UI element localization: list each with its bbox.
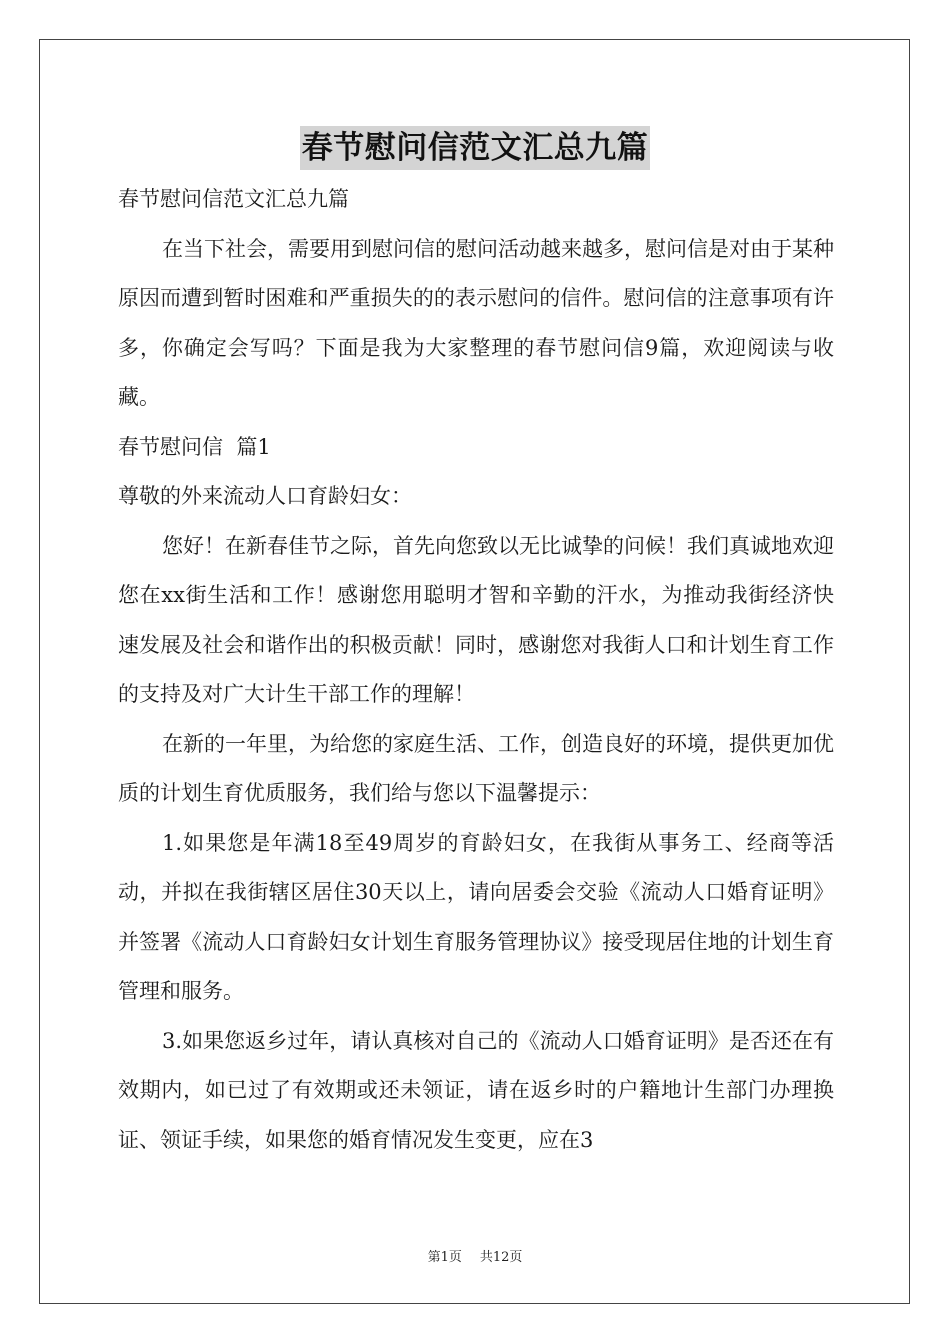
page-number: 第1页 bbox=[427, 1250, 462, 1265]
intro-paragraph: 在当下社会，需要用到慰问信的慰问活动越来越多，慰问信是对由于某种原因而遭到暂时困难和严重损失的的表示慰问的信件。慰问信的注意事项有许多，你确定会写吗？下面是我为大家整理的春节慰问信9篇，欢迎阅读与收藏。 bbox=[118, 236, 834, 409]
section-heading: 春节慰问信 篇1 bbox=[118, 434, 271, 459]
body-paragraph-3: 1.如果您是年满18至49周岁的育龄妇女，在我街从事务工、经商等活动，并拟在我街辖区居住30天以上，请向居委会交验《流动人口婚育证明》并签署《流动人口育龄妇女计划生育服务管理协议》接受现居住地的计划生育管理和服务。 bbox=[118, 830, 834, 1003]
page-footer bbox=[0, 1246, 950, 1265]
body-paragraph-4: 3.如果您返乡过年，请认真核对自己的《流动人口婚育证明》是否还在有效期内，如已过了有效期或还未领证，请在返乡时的户籍地计生部门办理换证、领证手续，如果您的婚育情况发生变更，应在3 bbox=[118, 1028, 834, 1152]
document-subtitle: 春节慰问信范文汇总九篇 bbox=[118, 187, 349, 211]
page-count: 共12页 bbox=[479, 1250, 523, 1265]
document-title: 春节慰问信范文汇总九篇 bbox=[300, 126, 651, 170]
salutation: 尊敬的外来流动人口育龄妇女： bbox=[118, 484, 412, 508]
body-paragraph-2: 在新的一年里，为给您的家庭生活、工作，创造良好的环境，提供更加优质的计划生育优质服务，我们给与您以下温馨提示： bbox=[118, 731, 834, 805]
title-area bbox=[0, 126, 950, 170]
document-body bbox=[118, 175, 834, 1165]
body-paragraph-1: 您好！在新春佳节之际，首先向您致以无比诚挚的问候！我们真诚地欢迎您在xx街生活和工作！感谢您用聪明才智和辛勤的汗水，为推动我街经济快速发展及社会和谐作出的积极贡献！同时，感谢您对我街人口和计划生育工作的支持及对广大计生干部工作的理解！ bbox=[118, 533, 834, 706]
